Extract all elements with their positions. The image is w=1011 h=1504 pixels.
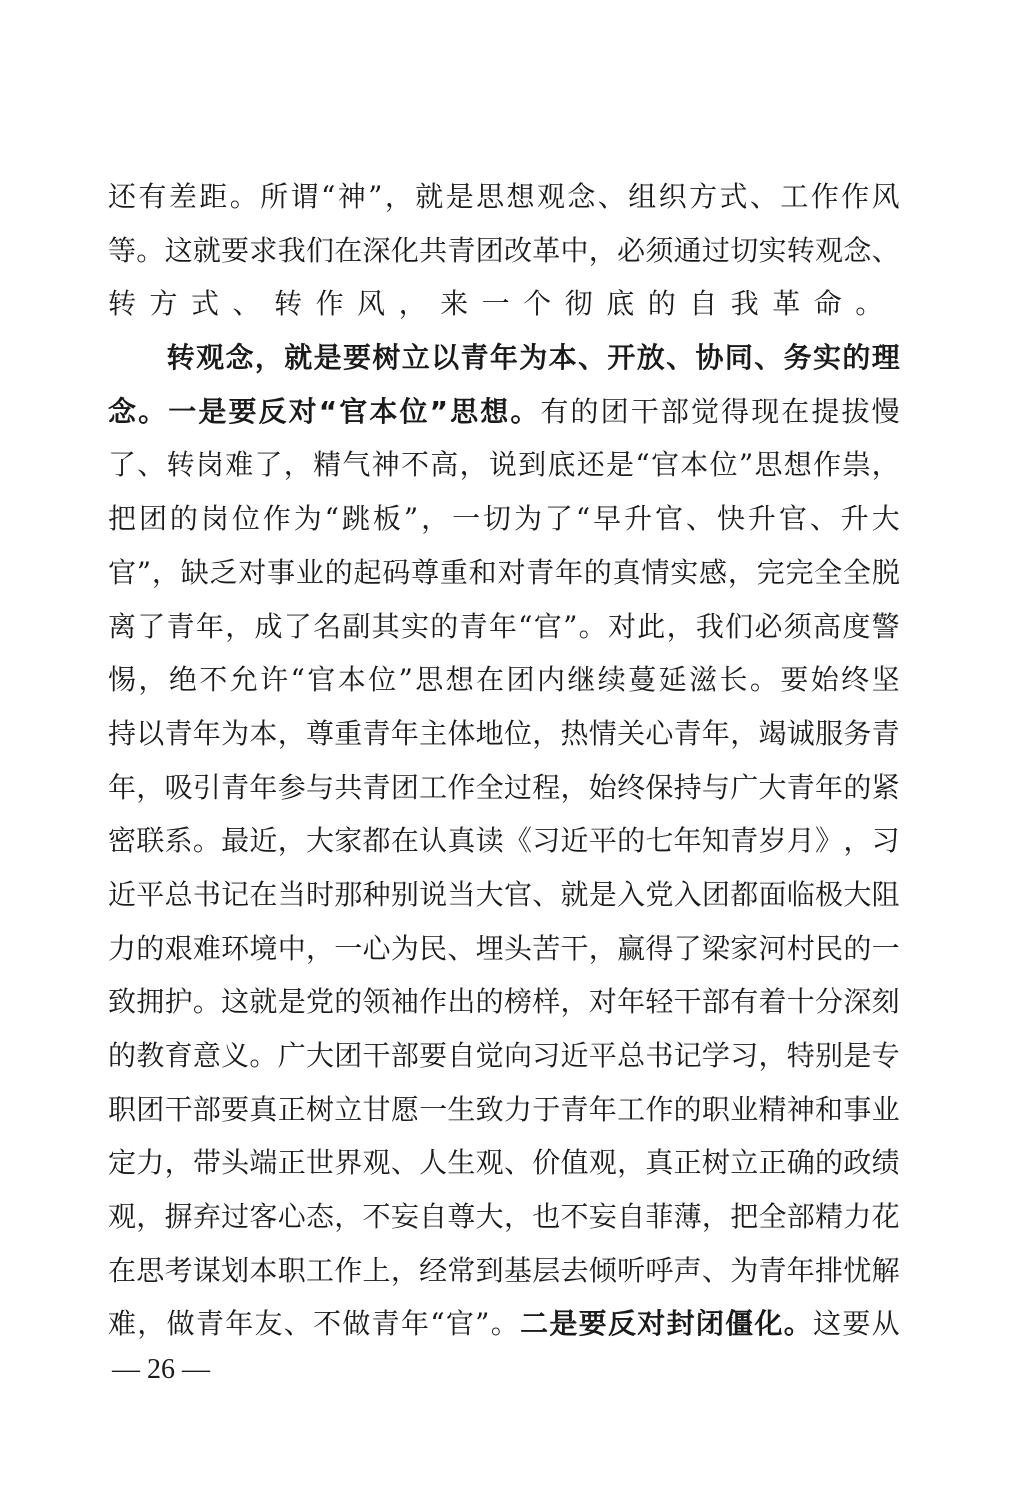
text-line: 惕 ， 绝 不 允 许 “ 官 本 位 ” 思 想 在 团 内 继 续 蔓 延 滋 长 。 要 始 终 坚 (108, 663, 900, 697)
text-line: 观 ， 摒 弃 过 客 心 态 ， 不 妄 自 尊 大 ， 也 不 妄 自 菲 薄 ， 把 全 部 精 力 花 (108, 1200, 900, 1234)
text-line: 近 平 总 书 记 在 当 时 那 种 别 说 当 大 官 、 就 是 入 党 入 团 都 面 临 极 大 阻 (108, 877, 900, 911)
text-line: 力 的 艰 难 环 境 中 ， 一 心 为 民 、 埋 头 苦 干 ， 赢 得 了 梁 家 河 村 民 的 一 (108, 931, 900, 965)
text-line: 致 拥 护 。 这 就 是 党 的 领 袖 作 出 的 榜 样 ， 对 年 轻 干 部 有 着 十 分 深 刻 (108, 985, 900, 1019)
text-line: 了 、 转 岗 难 了 ， 精 气 神 不 高 ， 说 到 底 还 是 “ 官 本 位 ” 思 想 作 祟 ， (108, 448, 900, 482)
text-line: 的 教 育 意 义 。 广 大 团 干 部 要 自 觉 向 习 近 平 总 书 记 学 习 ， 特 别 是 专 (108, 1039, 900, 1072)
text-line: 离 了 青 年 ， 成 了 名 副 其 实 的 青 年 “ 官 ” 。 对 此 ， 我 们 必 须 高 度 警 (108, 609, 900, 643)
text-line: 等 。 这 就 要 求 我 们 在 深 化 共 青 团 改 革 中 ， 必 须 通 过 切 实 转 观 念 、 (108, 233, 900, 267)
text-line: 职 团 干 部 要 真 正 树 立 甘 愿 一 生 致 力 于 青 年 工 作 的 职 业 精 神 和 事 业 (108, 1092, 900, 1126)
page-number: — 26 — (112, 1354, 210, 1385)
text-line: 定 力 ， 带 头 端 正 世 界 观 、 人 生 观 、 价 值 观 ， 真 正 树 立 正 确 的 政 绩 (108, 1146, 900, 1180)
text-line: 难 ， 做 青 年 友 、 不 做 青 年 “ 官 ” 。 二 是 要 反 对 封 闭 僵 化 。 这 要 从 (108, 1307, 900, 1341)
text-line: 还 有 差 距 。 所 谓 “ 神 ” ， 就 是 思 想 观 念 、 组 织 方 式 、 工 作 作 风 (108, 180, 900, 213)
text-line: 官 ” ， 缺 乏 对 事 业 的 起 码 尊 重 和 对 青 年 的 真 情 实 感 ， 完 完 全 全 脱 (108, 555, 900, 589)
text-line: 密 联 系 。 最 近 ， 大 家 都 在 认 真 读 《 习 近 平 的 七 年 知 青 岁 月 》 ， 习 (108, 824, 900, 858)
text-line: 把 团 的 岗 位 作 为 “ 跳 板 ” ， 一 切 为 了 “ 早 升 官 、 快 升 官 、 升 大 (108, 502, 900, 536)
text-line: 转 方 式 、 转 作 风 ， 来 一 个 彻 底 的 自 我 革 命 。 (108, 287, 884, 321)
text-line: 转 观 念 ， 就 是 要 树 立 以 青 年 为 本 、 开 放 、 协 同 、 务 实 的 理 (166, 341, 900, 375)
text-line: 年 ， 吸 引 青 年 参 与 共 青 团 工 作 全 过 程 ， 始 终 保 持 与 广 大 青 年 的 紧 (108, 770, 900, 804)
text-line: 念 。 一 是 要 反 对 “ 官 本 位 ” 思 想 。 有 的 团 干 部 觉 得 现 在 提 拔 慢 (108, 394, 900, 428)
text-line: 在 思 考 谋 划 本 职 工 作 上 ， 经 常 到 基 层 去 倾 听 呼 声 、 为 青 年 排 忧 解 (108, 1253, 900, 1287)
body-text (108, 170, 900, 1351)
text-line: 持 以 青 年 为 本 ， 尊 重 青 年 主 体 地 位 ， 热 情 关 心 青 年 ， 竭 诚 服 务 青 (108, 716, 900, 750)
